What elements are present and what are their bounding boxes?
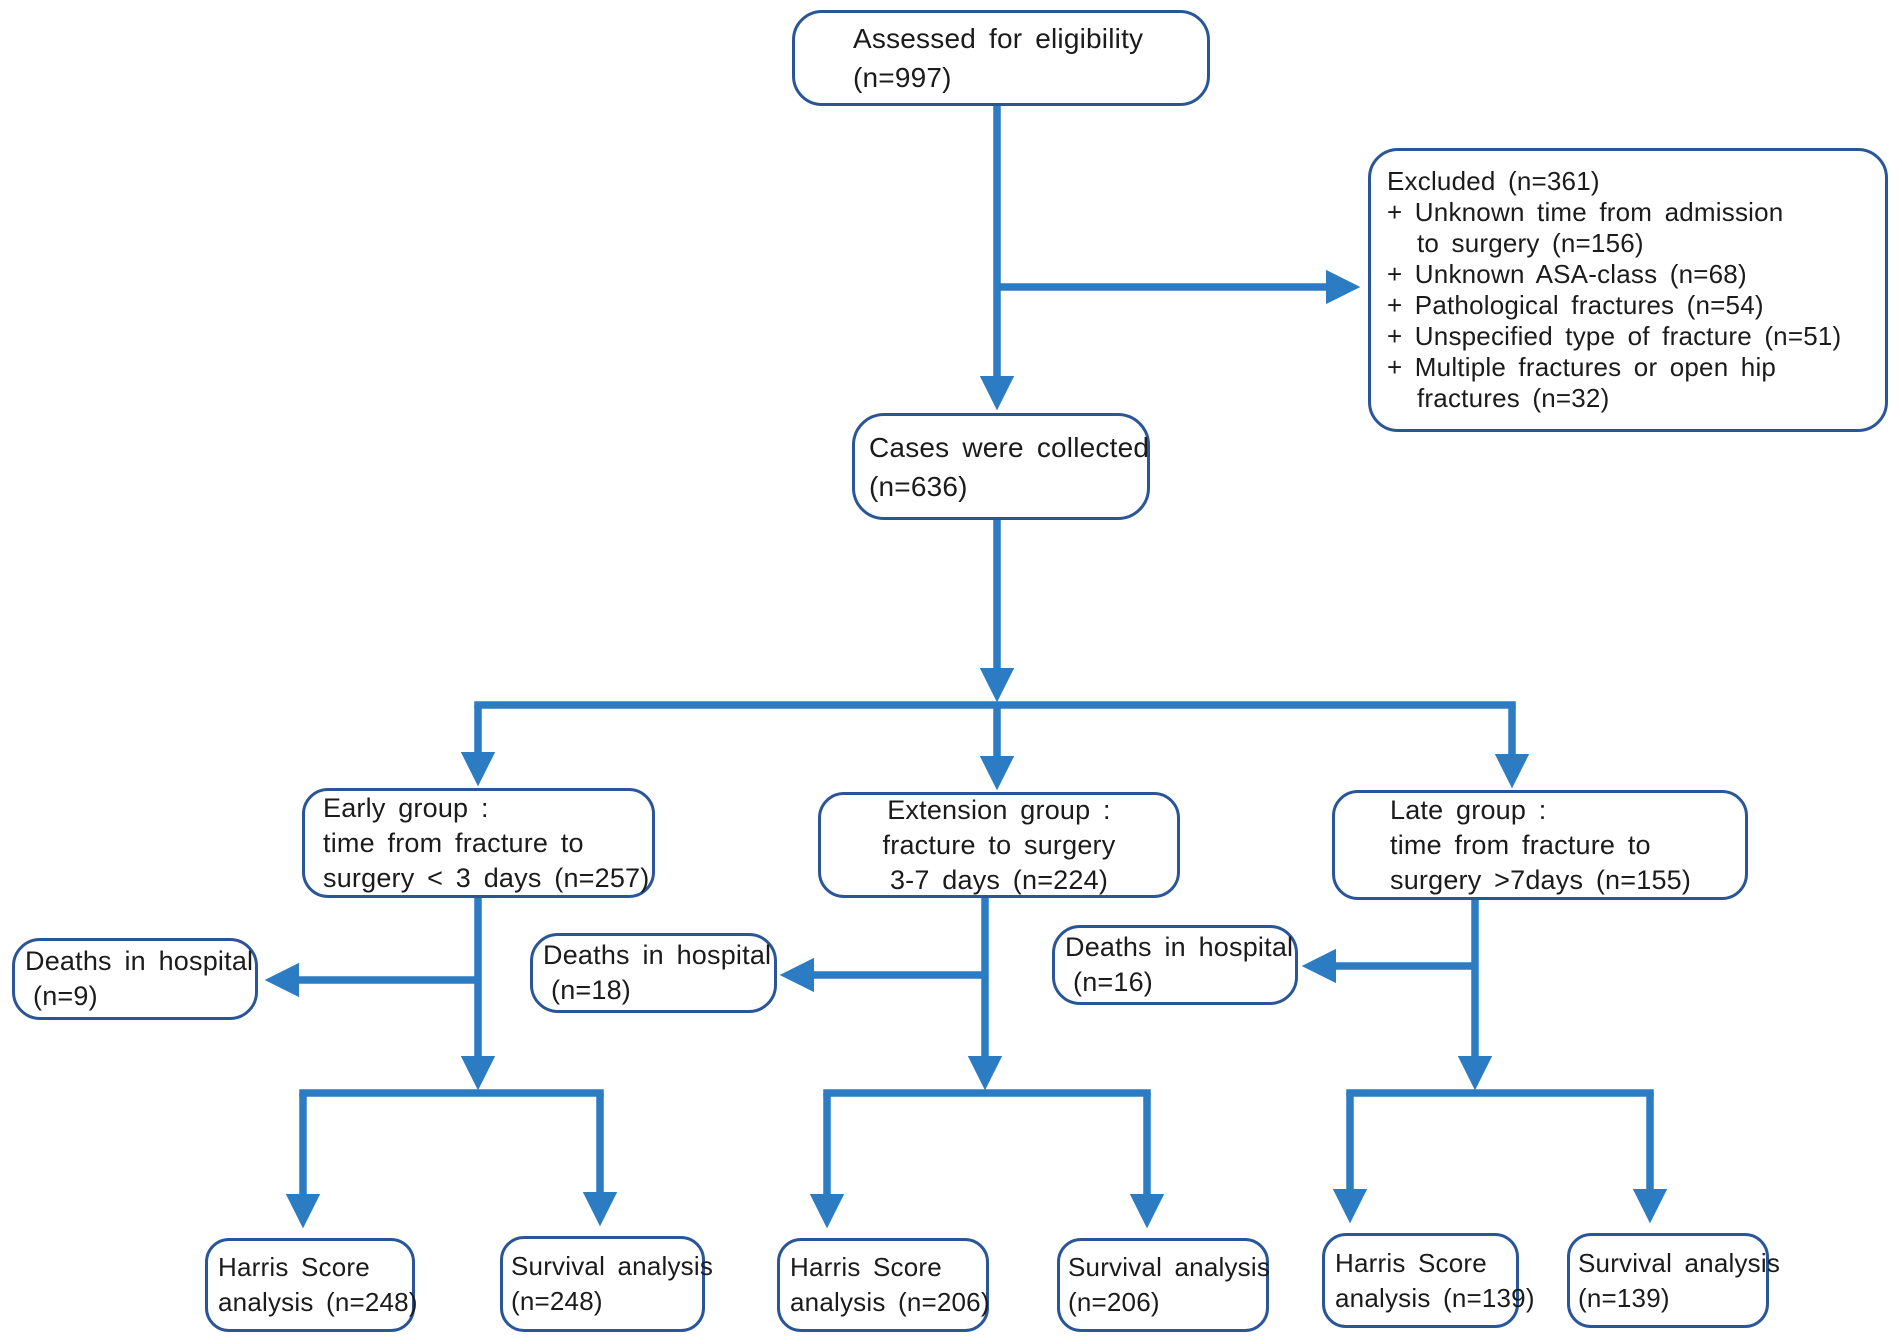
harris-extension-line-2: analysis (n=206) bbox=[790, 1287, 990, 1317]
box-harris-late bbox=[1322, 1233, 1535, 1328]
early-group-line-3: surgery < 3 days (n=257) bbox=[323, 862, 650, 893]
deaths-extension-line-2: (n=18) bbox=[551, 975, 631, 1005]
survival-early-line-2: (n=248) bbox=[511, 1286, 603, 1316]
deaths-early-line-1: Deaths in hospital bbox=[25, 946, 254, 976]
cases-line-2: (n=636) bbox=[869, 470, 968, 502]
late-group-title: Late group : bbox=[1390, 794, 1547, 825]
survival-extension-line-2: (n=206) bbox=[1068, 1287, 1160, 1317]
late-group-line-3: surgery >7days (n=155) bbox=[1390, 864, 1692, 895]
box-assessed-eligibility bbox=[792, 10, 1210, 106]
harris-late-line-2: analysis (n=139) bbox=[1335, 1282, 1535, 1313]
box-cases-collected bbox=[852, 413, 1150, 520]
box-deaths-extension bbox=[530, 933, 777, 1013]
cases-line-1: Cases were collected bbox=[869, 431, 1150, 463]
harris-extension-line-1: Harris Score bbox=[790, 1252, 942, 1282]
box-harris-early bbox=[205, 1238, 418, 1332]
harris-early-line-1: Harris Score bbox=[218, 1252, 370, 1282]
extension-group-title: Extension group : bbox=[887, 794, 1111, 825]
late-group-line-2: time from fracture to bbox=[1390, 829, 1651, 860]
extension-group-line-3: 3-7 days (n=224) bbox=[889, 864, 1109, 895]
deaths-late-line-2: (n=16) bbox=[1073, 967, 1153, 997]
excluded-item: + Pathological fractures (n=54) bbox=[1387, 290, 1764, 320]
box-harris-extension bbox=[777, 1238, 989, 1332]
survival-late-line-2: (n=139) bbox=[1578, 1282, 1670, 1313]
box-survival-extension bbox=[1057, 1238, 1269, 1332]
excluded-item-cont: fractures (n=32) bbox=[1417, 383, 1610, 413]
deaths-late-line-1: Deaths in hospital bbox=[1065, 932, 1294, 962]
box-survival-late bbox=[1567, 1233, 1781, 1328]
survival-extension-line-1: Survival analysis bbox=[1068, 1252, 1271, 1282]
excluded-item: + Unknown ASA-class (n=68) bbox=[1387, 259, 1747, 289]
excluded-item: + Unknown time from admission bbox=[1387, 197, 1784, 227]
assessed-line-2: (n=997) bbox=[853, 62, 952, 93]
early-group-line-2: time from fracture to bbox=[323, 827, 584, 858]
box-late-group bbox=[1332, 790, 1748, 900]
excluded-item-cont: to surgery (n=156) bbox=[1417, 228, 1644, 258]
extension-group-line-2: fracture to surgery bbox=[882, 829, 1116, 860]
box-early-group bbox=[302, 788, 655, 898]
excluded-item: + Multiple fractures or open hip bbox=[1387, 352, 1777, 382]
deaths-extension-line-1: Deaths in hospital bbox=[543, 940, 772, 970]
box-survival-early bbox=[500, 1236, 714, 1332]
deaths-early-line-2: (n=9) bbox=[33, 981, 98, 1011]
excluded-title: Excluded (n=361) bbox=[1387, 166, 1600, 196]
harris-late-line-1: Harris Score bbox=[1335, 1247, 1487, 1278]
box-deaths-late bbox=[1052, 925, 1298, 1005]
harris-early-line-2: analysis (n=248) bbox=[218, 1287, 418, 1317]
box-deaths-early bbox=[12, 938, 258, 1020]
box-extension-group bbox=[818, 792, 1180, 898]
excluded-item: + Unspecified type of fracture (n=51) bbox=[1387, 321, 1842, 351]
box-excluded bbox=[1368, 148, 1888, 432]
survival-early-line-1: Survival analysis bbox=[511, 1251, 714, 1281]
assessed-line-1: Assessed for eligibility bbox=[853, 23, 1144, 54]
early-group-title: Early group : bbox=[323, 792, 489, 823]
survival-late-line-1: Survival analysis bbox=[1578, 1247, 1781, 1278]
